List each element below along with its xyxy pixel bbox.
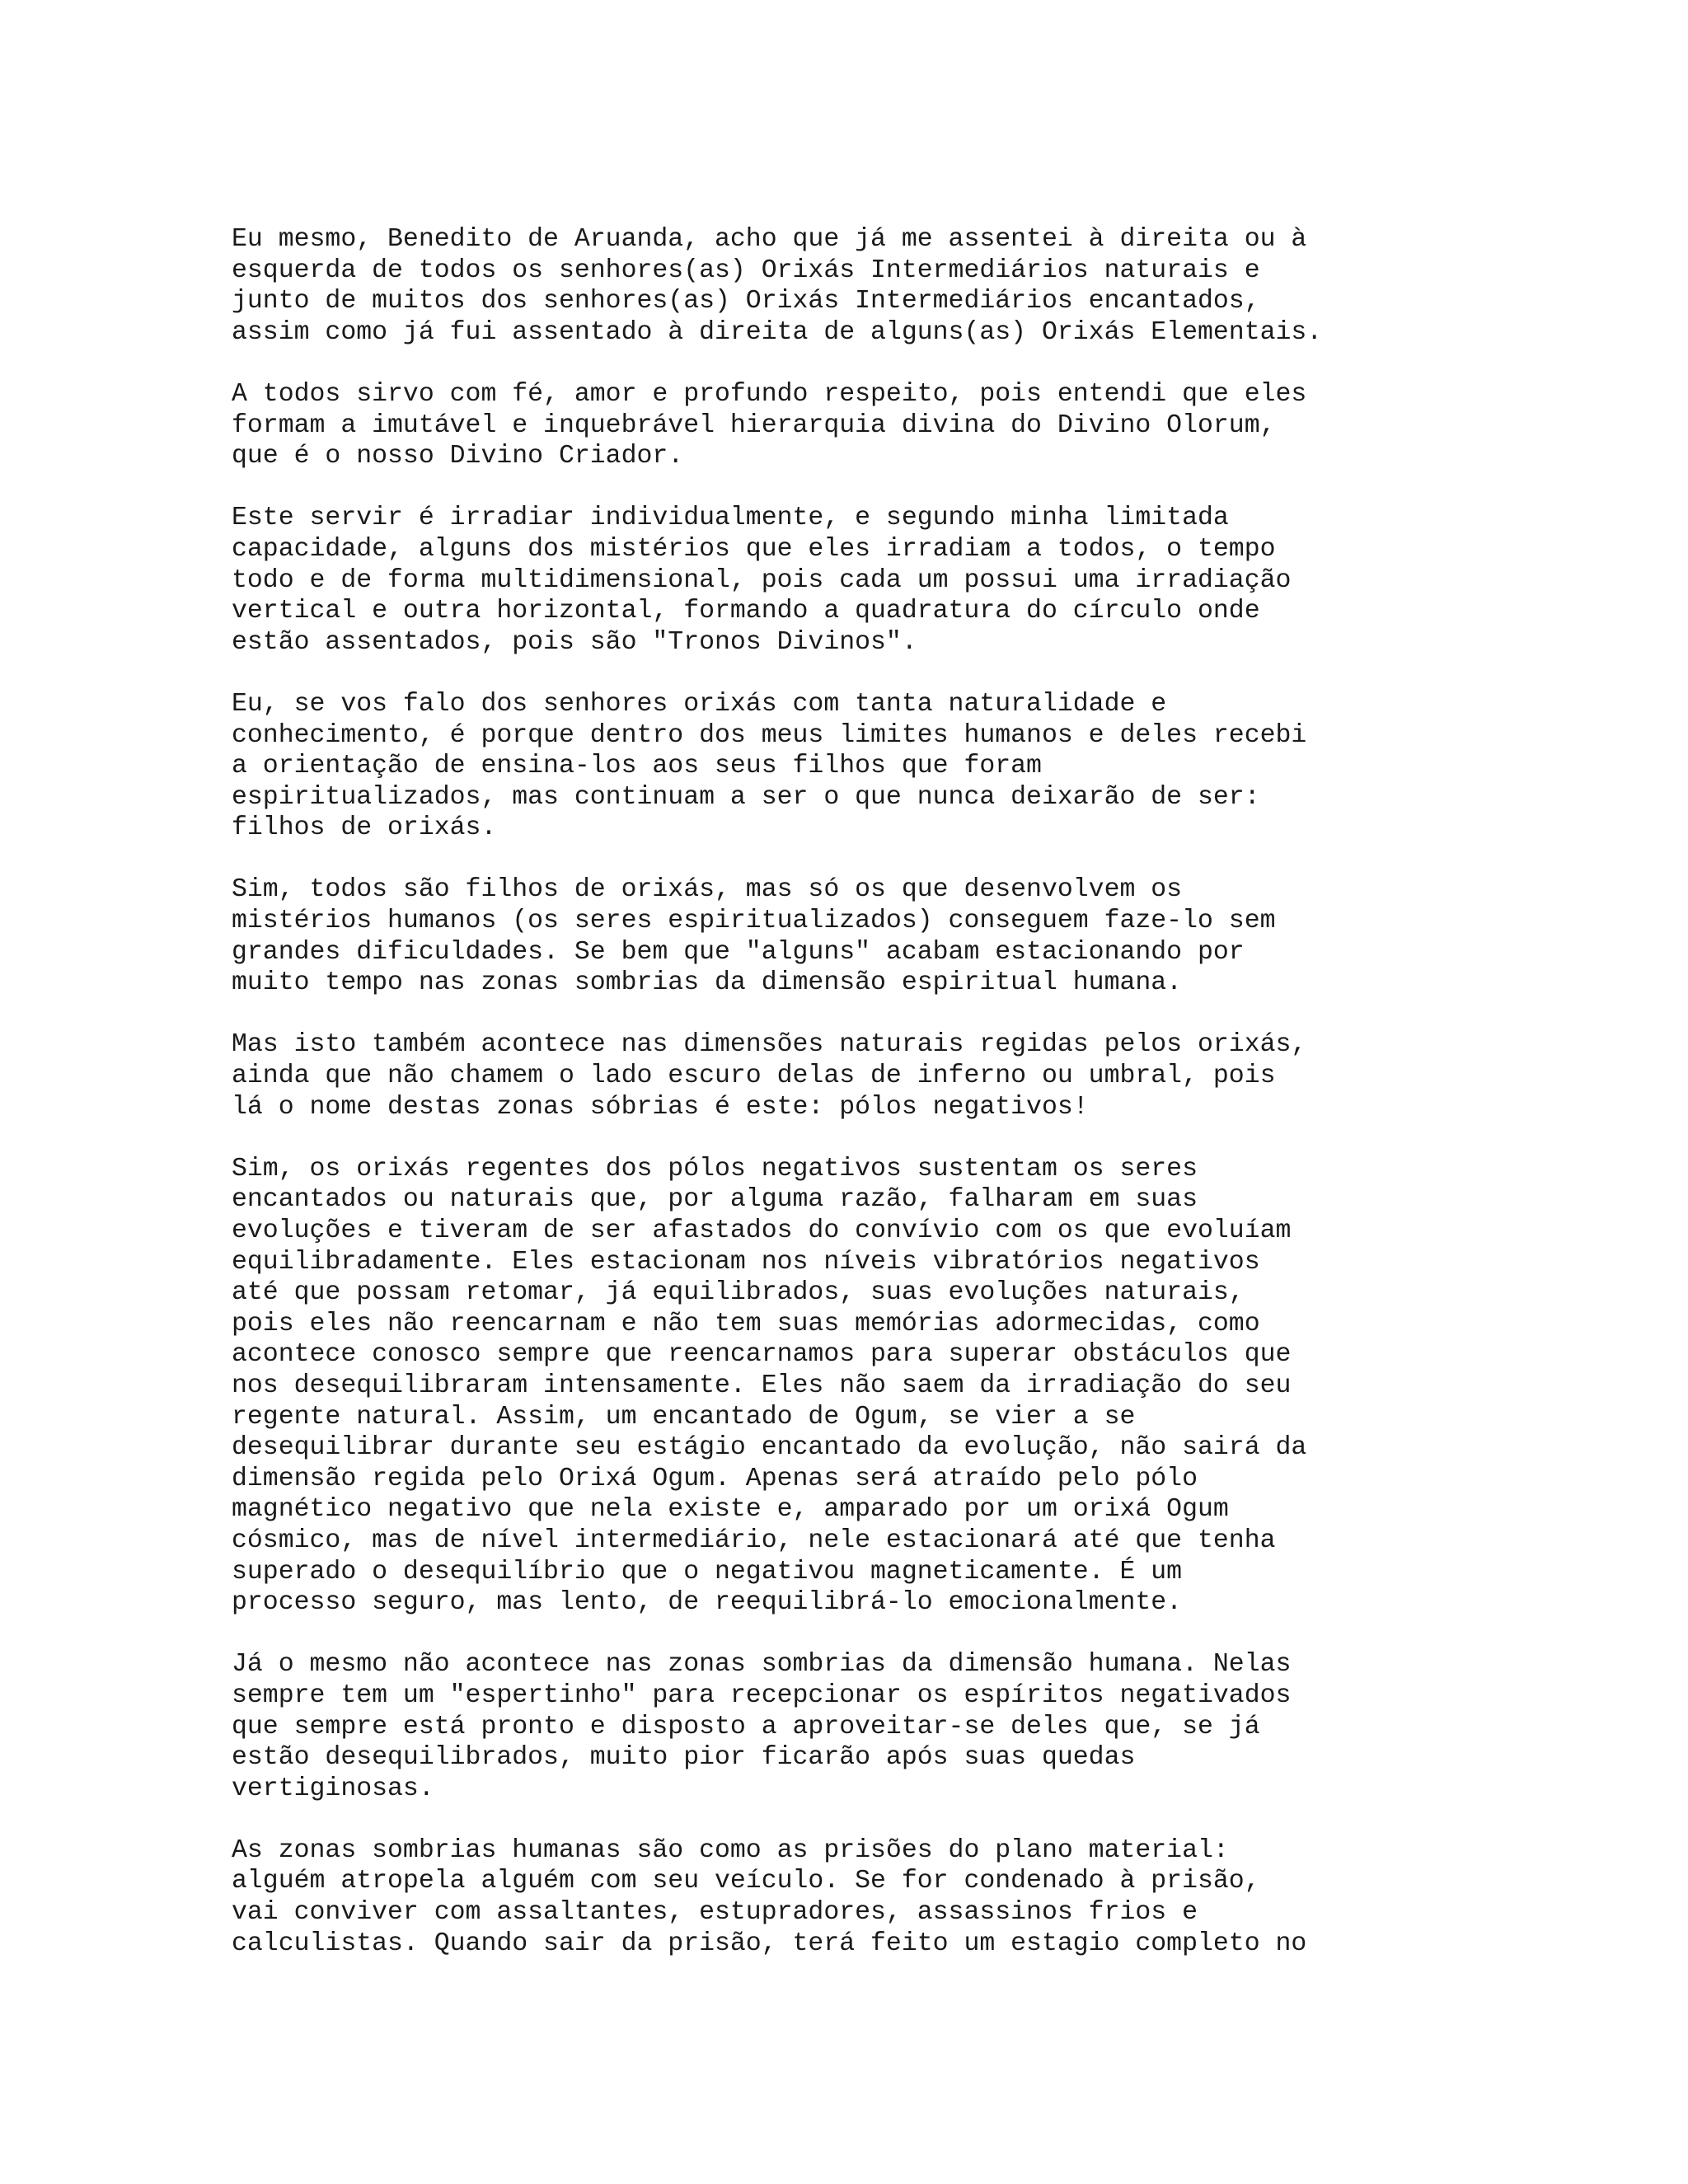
text-line: grandes dificuldades. Se bem que "alguns" acabam estacionando por [232, 937, 1245, 967]
text-line: vertiginosas. [232, 1774, 434, 1803]
text-line: formam a imutável e inquebrável hierarquia divina do Divino Olorum, [232, 410, 1276, 440]
text-line: que sempre está pronto e disposto a aproveitar-se deles que, se já [232, 1712, 1260, 1741]
paragraph [232, 689, 1649, 844]
text-line: Mas isto também acontece nas dimensões naturais regidas pelos orixás, [232, 1030, 1307, 1060]
text-line: Sim, os orixás regentes dos pólos negativos sustentam os seres [232, 1154, 1198, 1183]
text-line: muito tempo nas zonas sombrias da dimensão espiritual humana. [232, 968, 1183, 998]
paragraph [232, 1029, 1649, 1122]
text-line: vai conviver com assaltantes, estupradores, assassinos frios e [232, 1898, 1198, 1928]
text-line: processo seguro, mas lento, de reequilibrá-lo emocionalmente. [232, 1588, 1183, 1618]
text-line: Já o mesmo não acontece nas zonas sombrias da dimensão humana. Nelas [232, 1650, 1292, 1680]
text-line: acontece conosco sempre que reencarnamos para superar obstáculos que [232, 1340, 1292, 1370]
text-line: cósmico, mas de nível intermediário, nele estacionará até que tenha [232, 1526, 1276, 1555]
text-line: junto de muitos dos senhores(as) Orixás Intermediários encantados, [232, 287, 1260, 316]
paragraph [232, 1649, 1649, 1804]
text-line: Eu mesmo, Benedito de Aruanda, acho que já me assentei à direita ou à [232, 225, 1307, 254]
text-line: Eu, se vos falo dos senhores orixás com tanta naturalidade e [232, 689, 1167, 719]
text-line: ainda que não chamem o lado escuro delas de inferno ou umbral, pois [232, 1062, 1276, 1091]
text-line: Sim, todos são filhos de orixás, mas só os que desenvolvem os [232, 875, 1183, 905]
text-line: superado o desequilíbrio que o negativou magneticamente. É um [232, 1557, 1183, 1586]
text-line: que é o nosso Divino Criador. [232, 442, 684, 471]
text-line: conhecimento, é porque dentro dos meus limites humanos e deles recebi [232, 720, 1307, 750]
text-line: filhos de orixás. [232, 813, 497, 843]
paragraph [232, 1835, 1649, 1959]
text-line: encantados ou naturais que, por alguma razão, falharam em suas [232, 1185, 1198, 1215]
text-line: calculistas. Quando sair da prisão, terá feito um estagio completo no [232, 1929, 1307, 1958]
text-line: desequilibrar durante seu estágio encantado da evolução, não sairá da [232, 1433, 1307, 1463]
text-line: estão desequilibrados, muito pior ficarão após suas quedas [232, 1743, 1136, 1773]
text-line: capacidade, alguns dos mistérios que eles irradiam a todos, o tempo [232, 534, 1276, 564]
text-line: mistérios humanos (os seres espiritualizados) conseguem faze-lo sem [232, 907, 1276, 936]
paragraph [232, 503, 1649, 658]
text-line: A todos sirvo com fé, amor e profundo respeito, pois entendi que eles [232, 379, 1307, 409]
text-line: vertical e outra horizontal, formando a quadratura do círculo onde [232, 597, 1260, 626]
text-line: a orientação de ensina-los aos seus filhos que foram [232, 752, 1042, 781]
text-line: nos desequilibraram intensamente. Eles não saem da irradiação do seu [232, 1371, 1292, 1400]
text-line: até que possam retomar, já equilibrados, suas evoluções naturais, [232, 1278, 1245, 1308]
document-body [232, 224, 1649, 1990]
text-line: esquerda de todos os senhores(as) Orixás Intermediários naturais e [232, 255, 1260, 285]
text-line: magnético negativo que nela existe e, amparado por um orixá Ogum [232, 1495, 1229, 1525]
text-line: alguém atropela alguém com seu veículo. Se for condenado à prisão, [232, 1867, 1260, 1896]
paragraph [232, 224, 1649, 348]
paragraph [232, 379, 1649, 472]
text-line: equilibradamente. Eles estacionam nos níveis vibratórios negativos [232, 1247, 1260, 1277]
text-line: regente natural. Assim, um encantado de Ogum, se vier a se [232, 1402, 1136, 1432]
text-line: dimensão regida pelo Orixá Ogum. Apenas será atraído pelo pólo [232, 1464, 1198, 1493]
paragraph [232, 874, 1649, 998]
text-line: espiritualizados, mas continuam a ser o que nunca deixarão de ser: [232, 782, 1260, 812]
text-line: evoluções e tiveram de ser afastados do convívio com os que evoluíam [232, 1216, 1292, 1245]
text-line: assim como já fui assentado à direita de alguns(as) Orixás Elementais. [232, 317, 1323, 347]
text-line: estão assentados, pois são "Tronos Divinos". [232, 627, 917, 657]
text-line: pois eles não reencarnam e não tem suas memórias adormecidas, como [232, 1309, 1260, 1338]
paragraph [232, 1154, 1649, 1619]
text-line: lá o nome destas zonas sóbrias é este: pólos negativos! [232, 1092, 1089, 1122]
text-line: sempre tem um "espertinho" para recepcionar os espíritos negativados [232, 1680, 1292, 1710]
text-line: todo e de forma multidimensional, pois cada um possui uma irradiação [232, 565, 1292, 595]
text-line: As zonas sombrias humanas são como as prisões do plano material: [232, 1835, 1229, 1865]
text-line: Este servir é irradiar individualmente, e segundo minha limitada [232, 504, 1229, 533]
